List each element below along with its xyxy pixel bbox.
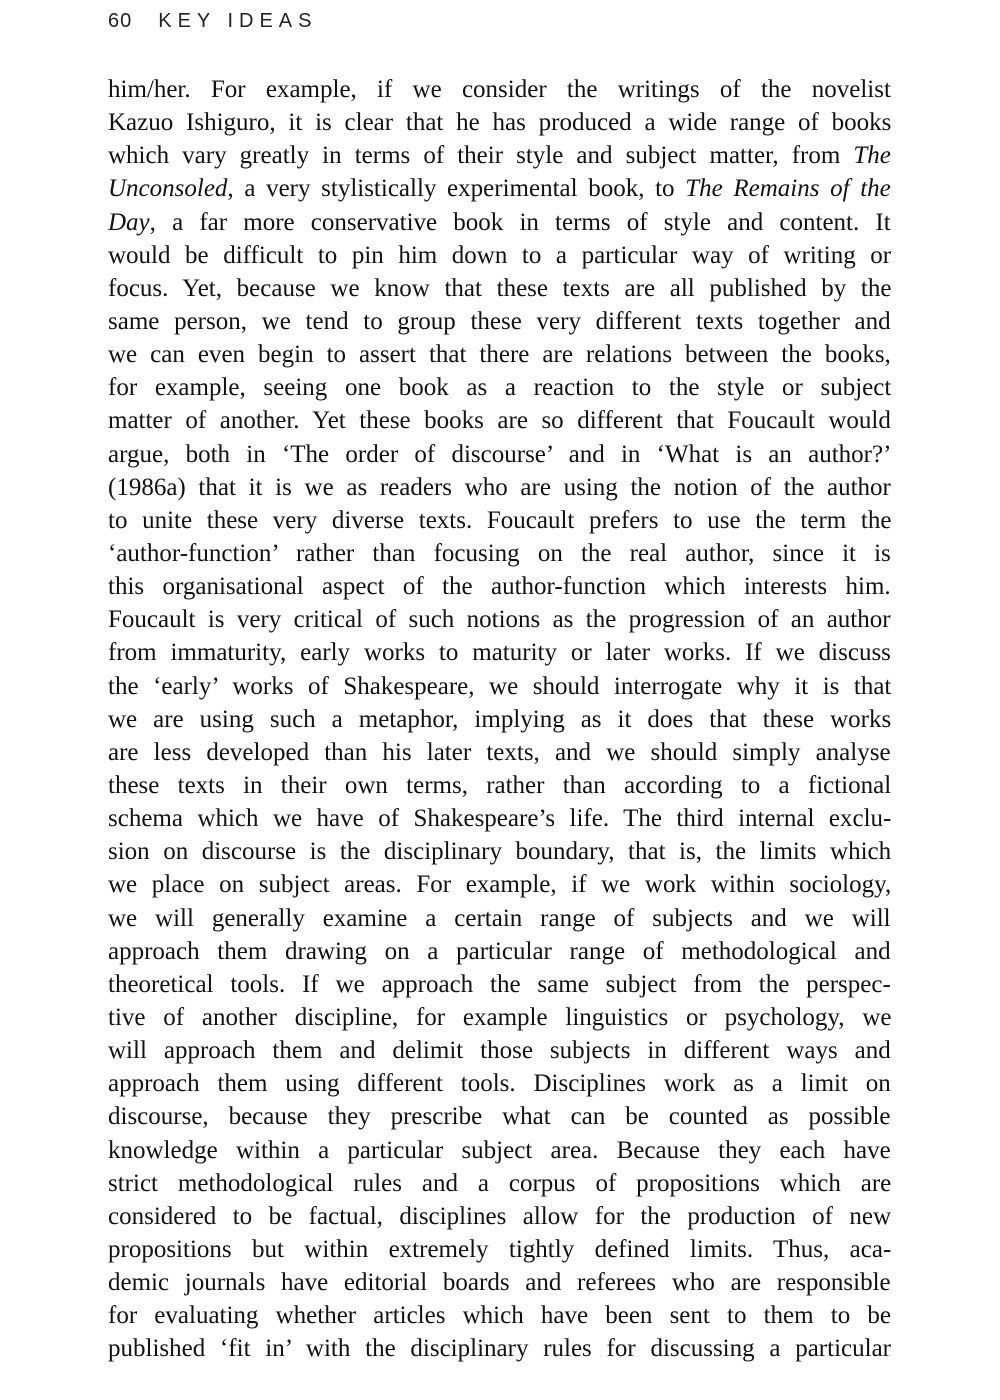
- text-segment: argue, both in ‘The order of discourse’ and in ‘What is an author?’: [108, 440, 892, 468]
- text-segment: , a far more conservative book in terms of style and content. It: [149, 208, 891, 236]
- text-line: [108, 1034, 891, 1067]
- text-line: [108, 1200, 891, 1233]
- text-segment: propositions but within extremely tightly defined limits. Thus, aca-: [108, 1235, 892, 1263]
- text-line: [108, 272, 891, 305]
- text-segment: approach them using different tools. Disciplines work as a limit on: [108, 1070, 891, 1098]
- text-segment: Kazuo Ishiguro, it is clear that he has produced a wide range of books: [108, 109, 892, 137]
- text-segment: demic journals have editorial boards and referees who are responsible: [108, 1269, 891, 1297]
- text-segment: for example, seeing one book as a reaction to the style or subject: [108, 374, 892, 402]
- text-line: [108, 73, 891, 106]
- text-segment: which vary greatly in terms of their style and subject matter, from: [108, 142, 854, 170]
- section-title: KEY IDEAS: [158, 10, 318, 32]
- text-line: [108, 1067, 891, 1100]
- text-line: [108, 404, 891, 437]
- text-segment: schema which we have of Shakespeare’s life. The third internal exclu-: [108, 805, 892, 833]
- text-segment: matter of another. Yet these books are so different that Foucault would: [108, 407, 891, 435]
- text-segment: Foucault is very critical of such notions as the progression of an author: [108, 606, 891, 634]
- text-segment: to unite these very diverse texts. Foucault prefers to use the term the: [108, 506, 892, 534]
- italic-title: Unconsoled: [108, 175, 228, 203]
- text-segment: will approach them and delimit those subjects in different ways and: [108, 1037, 891, 1065]
- running-head: [108, 10, 317, 33]
- italic-title: Day: [108, 208, 150, 236]
- text-segment: tive of another discipline, for example linguistics or psychology, we: [108, 1003, 892, 1031]
- text-segment: considered to be factual, disciplines allow for the production of new: [108, 1202, 892, 1230]
- text-segment: from immaturity, early works to maturity or later works. If we discuss: [108, 639, 891, 667]
- text-line: [108, 106, 891, 139]
- text-segment: discourse, because they prescribe what can be counted as possible: [108, 1103, 891, 1131]
- text-line: [108, 206, 891, 239]
- text-line: [108, 636, 891, 669]
- text-segment: him/her. For example, if we consider the writings of the novelist: [108, 76, 891, 103]
- text-line: [108, 305, 891, 338]
- text-segment: we are using such a metaphor, implying as it does that these works: [108, 705, 892, 733]
- text-line: [108, 1266, 891, 1299]
- text-line: [108, 902, 891, 935]
- text-segment: we can even begin to assert that there are relations between the books,: [108, 341, 891, 369]
- italic-title: The Remains of the: [685, 175, 891, 203]
- text-segment: knowledge within a particular subject area. Because they each have: [108, 1136, 891, 1164]
- text-segment: this organisational aspect of the author-function which interests him.: [108, 573, 891, 601]
- text-line: [108, 239, 891, 272]
- text-segment: published ‘fit in’ with the disciplinary rules for discussing a particular: [108, 1335, 891, 1363]
- text-line: [108, 570, 891, 603]
- text-segment: the ‘early’ works of Shakespeare, we should interrogate why it is that: [108, 672, 892, 700]
- text-segment: would be difficult to pin him down to a particular way of writing or: [108, 241, 892, 269]
- text-line: [108, 1167, 891, 1200]
- text-segment: strict methodological rules and a corpus of propositions which are: [108, 1169, 892, 1197]
- text-segment: focus. Yet, because we know that these texts are all published by the: [108, 274, 892, 302]
- text-line: [108, 1233, 891, 1266]
- page-number: 60: [108, 10, 133, 32]
- text-line: [108, 802, 891, 835]
- text-segment: for evaluating whether articles which have been sent to them to be: [108, 1302, 891, 1330]
- text-line: [108, 935, 891, 968]
- text-segment: , a very stylistically experimental book, to: [227, 175, 686, 203]
- text-line: [108, 868, 891, 901]
- text-segment: these texts in their own terms, rather than according to a fictional: [108, 771, 892, 799]
- text-segment: sion on discourse is the disciplinary boundary, that is, the limits which: [108, 838, 892, 866]
- text-line: [108, 968, 891, 1001]
- text-segment: approach them drawing on a particular range of methodological and: [108, 937, 891, 965]
- text-line: [108, 438, 891, 471]
- text-line: [108, 1100, 891, 1133]
- text-line: [108, 172, 891, 205]
- text-segment: same person, we tend to group these very different texts together and: [108, 307, 891, 335]
- text-line: [108, 1299, 891, 1332]
- italic-title: The: [853, 142, 891, 170]
- text-line: [108, 1134, 891, 1167]
- text-line: [108, 1001, 891, 1034]
- text-line: [108, 139, 891, 172]
- text-segment: are less developed than his later texts, and we should simply analyse: [108, 738, 891, 766]
- text-line: [108, 603, 891, 636]
- text-segment: we will generally examine a certain range of subjects and we will: [108, 904, 891, 932]
- text-line: [108, 1332, 891, 1365]
- body-text: [108, 73, 891, 1365]
- text-line: [108, 371, 891, 404]
- text-line: [108, 769, 891, 802]
- text-line: [108, 670, 891, 703]
- text-line: [108, 703, 891, 736]
- text-segment: theoretical tools. If we approach the same subject from the perspec-: [108, 970, 891, 998]
- text-segment: (1986a) that it is we as readers who are using the notion of the author: [108, 473, 891, 501]
- text-line: [108, 471, 891, 504]
- text-line: [108, 504, 891, 537]
- text-segment: we place on subject areas. For example, if we work within sociology,: [108, 871, 892, 899]
- text-segment: ‘author-function’ rather than focusing on the real author, since it is: [108, 539, 891, 567]
- text-line: [108, 338, 891, 371]
- text-line: [108, 736, 891, 769]
- text-line: [108, 537, 891, 570]
- text-line: [108, 835, 891, 868]
